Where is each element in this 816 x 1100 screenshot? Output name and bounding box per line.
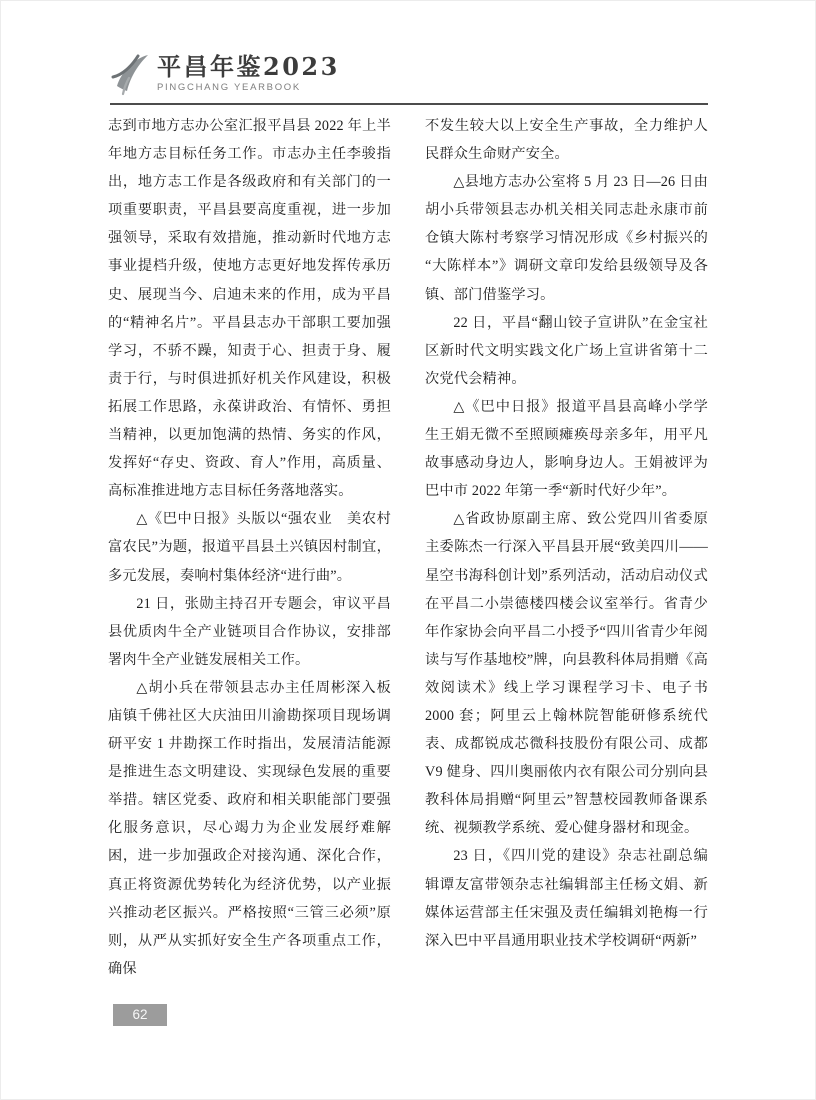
paragraph: △省政协原副主席、致公党四川省委原主委陈杰一行深入平昌县开展“致美四川——星空书海科创计划”系列活动，活动启动仪式在平昌二小崇德楼四楼会议室举行。省青少年作家协会向平昌二小授予“四川省青少年阅读与写作基地校”牌，向县教科体局捐赠《高效阅读术》线上学习课程学习卡、电子书 2000 套；阿里云上翰林院智能研修系统代表、成都锐成芯微科技股份有限公司、成都 V9 健身、四川奥丽侬内衣有限公司分别向县教科体局捐赠“阿里云”智慧校园教师备课系统、视频教学系统、爱心健身器材和现金。 xyxy=(425,511,708,837)
yearbook-subtitle: PINGCHANG YEARBOOK xyxy=(157,81,301,93)
logo-row xyxy=(110,50,708,96)
paragraph: 不发生较大以上安全生产事故，全力维护人民群众生命财产安全。 xyxy=(425,118,708,163)
yearbook-title: 平昌年鉴2023 xyxy=(157,51,340,81)
yearbook-logo-swoosh-icon xyxy=(110,50,150,96)
paragraph: 21 日，张勋主持召开专题会，审议平昌县优质肉牛全产业链项目合作协议，安排部署肉牛全产业链发展相关工作。 xyxy=(108,595,391,668)
paragraph: △胡小兵在带领县志办主任周彬深入板庙镇千佛社区大庆油田川渝勘探项目现场调研平安 1 井勘探工作时指出，发展清洁能源是推进生态文明建设、实现绿色发展的重要举措。辖区党委、政府和相关职能部门要强化服务意识，尽心竭力为企业发展纾难解困，进一步加强政企对接沟通、深化合作，真正将资源优势转化为经济优势，以产业振兴推动老区振兴。严格按照“三管三必须”原则，从严从实抓好安全生产各项重点工作，确保 xyxy=(108,679,391,977)
left-column xyxy=(108,112,406,983)
right-column xyxy=(425,112,708,983)
page-number-badge: 62 xyxy=(113,1004,167,1026)
paragraph: 22 日，平昌“翻山铰子宣讲队”在金宝社区新时代文明实践文化广场上宣讲省第十二次党代会精神。 xyxy=(425,314,708,387)
paragraph: △县地方志办公室将 5 月 23 日—26 日由胡小兵带领县志办机关相关同志赴永康市前仓镇大陈村考察学习情况形成《乡村振兴的“大陈样本”》调研文章印发给县级领导及各镇、部门借鉴学习。 xyxy=(425,174,708,303)
paragraph: △《巴中日报》头版以“强农业 美农村 富农民”为题，报道平昌县土兴镇因村制宜，多元发展，奏响村集体经济“进行曲”。 xyxy=(108,511,406,584)
logo-titles xyxy=(157,51,340,93)
paragraph: △《巴中日报》报道平昌县高峰小学学生王娟无微不至照顾瘫痪母亲多年，用平凡故事感动身边人，影响身边人。王娟被评为巴中市 2022 年第一季“新时代好少年”。 xyxy=(425,398,708,500)
page-header xyxy=(110,50,708,105)
two-column-body xyxy=(108,112,708,983)
paragraph: 23 日，《四川党的建设》杂志社副总编辑谭友富带领杂志社编辑部主任杨文娟、新媒体运营部主任宋强及责任编辑刘艳梅一行深入巴中平昌通用职业技术学校调研“两新” xyxy=(425,848,708,949)
header-divider xyxy=(110,103,708,105)
paragraph: 志到市地方志办公室汇报平昌县 2022 年上半年地方志目标任务工作。市志办主任李骏指出，地方志工作是各级政府和有关部门的一项重要职责，平昌县要高度重视，进一步加强领导，采取有效措施，推动新时代地方志事业提档升级，使地方志更好地发挥传承历史、展现当今、启迪未来的作用，成为平昌的“精神名片”。平昌县志办干部职工要加强学习，不骄不躁，知责于心、担责于身、履责于行，与时俱进抓好机关作风建设，积极拓展工作思路，永葆讲政治、有情怀、勇担当精神，以更加饱满的热情、务实的作风，发挥好“存史、资政、育人”作用，高质量、高标准推进地方志目标任务落地落实。 xyxy=(108,118,391,500)
